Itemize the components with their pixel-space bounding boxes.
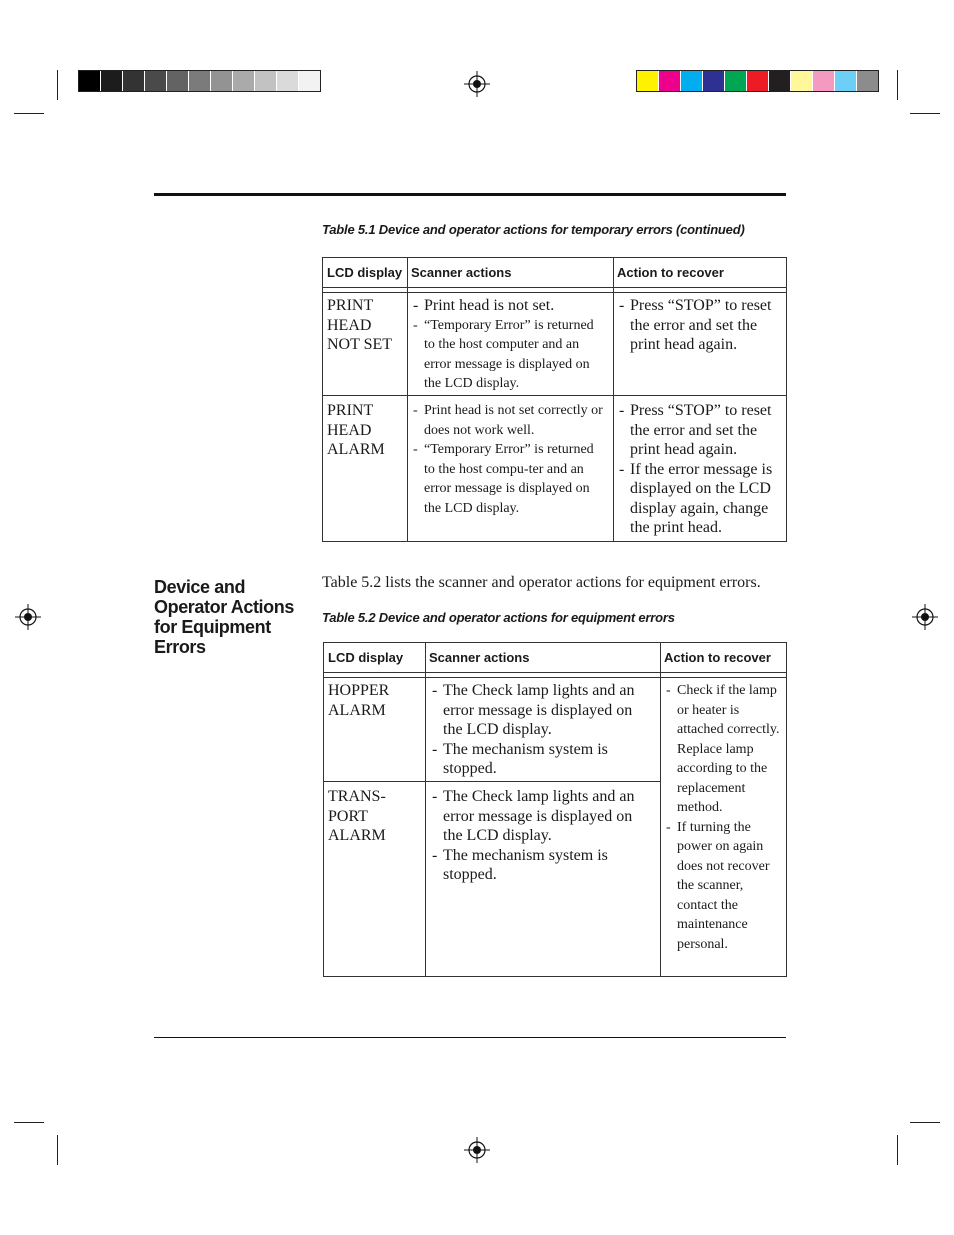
registration-mark-icon xyxy=(464,71,490,97)
table1-divider xyxy=(613,258,614,541)
lcd-line: PORT xyxy=(328,807,368,825)
lcd-line: PRINT xyxy=(327,402,374,419)
lcd-line: HOPPER xyxy=(328,682,390,699)
color-swatch xyxy=(79,71,101,91)
footer-rule xyxy=(154,1037,786,1038)
color-swatch xyxy=(681,71,703,91)
table1-row2-scanner xyxy=(413,401,605,518)
table1-header-recover: Action to recover xyxy=(613,258,786,288)
color-swatch xyxy=(211,71,233,91)
table1-header-lcd: LCD display xyxy=(323,258,407,288)
list-item: - The Check lamp lights and an error message is displayed on the LCD display. xyxy=(432,788,635,844)
color-swatch xyxy=(813,71,835,91)
list-item: - If the error message is displayed on the LCD display again, change the print head. xyxy=(619,460,773,536)
table2-recover xyxy=(666,681,782,954)
color-swatch xyxy=(189,71,211,91)
crop-mark xyxy=(897,70,898,100)
crop-mark xyxy=(57,70,58,100)
list-item: - If turning the power on again does not recover the scanner, contact the maintenance personal. xyxy=(666,819,770,952)
list-item: - The mechanism system is stopped. xyxy=(432,846,608,883)
lcd-line: PRINT xyxy=(327,297,374,314)
table2-row1-lcd xyxy=(328,681,423,720)
list-item: - “Temporary Error” is returned to the host computer and an error message is displayed on the LCD display. xyxy=(413,317,594,391)
table2-header-lcd: LCD display xyxy=(324,643,425,673)
header-rule xyxy=(154,193,786,196)
crop-mark xyxy=(910,1122,940,1123)
table2-caption: Table 5.2 Device and operator actions for equipment errors xyxy=(322,610,675,625)
list-item: - The mechanism system is stopped. xyxy=(432,740,608,777)
color-swatch xyxy=(233,71,255,91)
table1-row1-recover xyxy=(619,296,782,355)
color-swatch xyxy=(255,71,277,91)
lcd-line: ALARM xyxy=(327,441,385,458)
color-swatch xyxy=(791,71,813,91)
registration-mark-icon xyxy=(464,1137,490,1163)
table2-header-double-rule xyxy=(324,677,786,678)
table2-row2-scanner xyxy=(432,787,650,885)
lcd-line: TRANS- xyxy=(328,788,386,805)
color-swatch xyxy=(703,71,725,91)
table1-divider xyxy=(407,258,408,541)
color-swatch xyxy=(123,71,145,91)
lcd-line: HEAD xyxy=(327,316,372,334)
color-swatch xyxy=(857,71,878,91)
lcd-line: ALARM xyxy=(328,827,386,844)
list-item: - Check if the lamp or heater is attached correctly. Replace lamp according to the replacement method. xyxy=(666,683,780,815)
crop-mark xyxy=(14,1122,44,1123)
color-swatch xyxy=(769,71,791,91)
lcd-line: NOT SET xyxy=(327,336,393,353)
table1-row2-recover xyxy=(619,401,782,538)
crop-mark xyxy=(910,113,940,114)
table1 xyxy=(322,257,787,542)
table1-row2-lcd xyxy=(327,401,405,460)
color-swatch xyxy=(167,71,189,91)
table2-row2-lcd xyxy=(328,787,423,846)
table1-row1-scanner xyxy=(413,296,603,394)
list-item: - Press “STOP” to reset the error and set the print head again. xyxy=(619,402,772,458)
gray-scale-bar xyxy=(78,70,321,92)
table1-caption: Table 5.1 Device and operator actions for temporary errors (continued) xyxy=(322,222,745,237)
table1-row-divider xyxy=(323,395,786,396)
table2-header-scanner: Scanner actions xyxy=(425,643,660,673)
table1-header-scanner: Scanner actions xyxy=(407,258,613,288)
crop-mark xyxy=(897,1135,898,1165)
crop-mark xyxy=(57,1135,58,1165)
color-swatch xyxy=(659,71,681,91)
lcd-line: HEAD xyxy=(327,421,372,439)
table2-divider xyxy=(660,643,661,976)
color-bar xyxy=(636,70,879,92)
color-swatch xyxy=(747,71,769,91)
color-swatch xyxy=(145,71,167,91)
lcd-line: ALARM xyxy=(328,701,386,719)
table2-row1-scanner xyxy=(432,681,650,779)
list-item: - Print head is not set. xyxy=(413,297,555,314)
table2 xyxy=(323,642,787,977)
table1-row1-lcd xyxy=(327,296,405,355)
list-item: - The Check lamp lights and an error message is displayed on the LCD display. xyxy=(432,682,635,738)
color-swatch xyxy=(637,71,659,91)
color-swatch xyxy=(299,71,320,91)
section-heading: Device and Operator Actions for Equipment Errors xyxy=(154,577,294,657)
table2-header-recover: Action to recover xyxy=(660,643,786,673)
section-intro: Table 5.2 lists the scanner and operator actions for equipment errors. xyxy=(322,574,761,591)
registration-mark-icon xyxy=(912,604,938,630)
crop-mark xyxy=(14,113,44,114)
color-swatch xyxy=(725,71,747,91)
list-item: - Press “STOP” to reset the error and set the print head again. xyxy=(619,297,772,353)
table2-row-divider xyxy=(324,781,660,782)
registration-mark-icon xyxy=(15,604,41,630)
list-item: - Print head is not set correctly or does not work well. xyxy=(413,403,603,438)
color-swatch xyxy=(835,71,857,91)
color-swatch xyxy=(277,71,299,91)
table1-header-double-rule xyxy=(323,292,786,293)
list-item: - “Temporary Error” is returned to the host compu-ter and an error message is displayed on the LCD display. xyxy=(413,442,594,516)
table2-divider xyxy=(425,643,426,976)
color-swatch xyxy=(101,71,123,91)
